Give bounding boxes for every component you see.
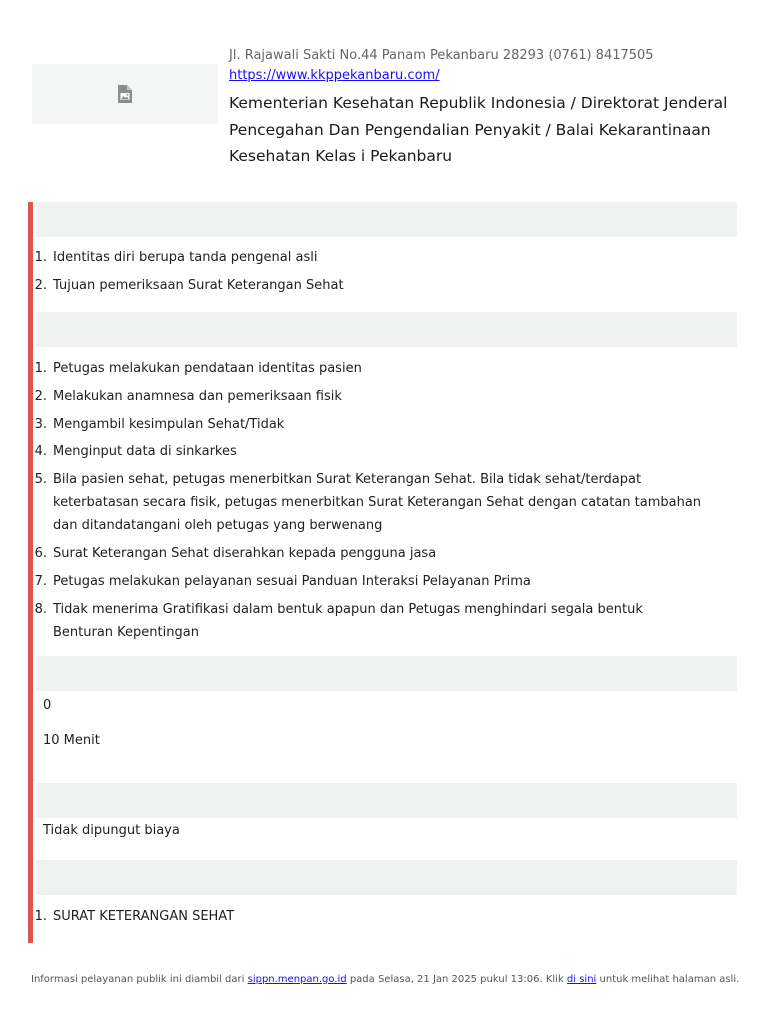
- list-item-number: 2.: [34, 277, 47, 293]
- list-item: [34, 468, 703, 537]
- list-item-number: 4.: [34, 444, 47, 460]
- list-item-text: Identitas diri berupa tanda pengenal asli: [53, 250, 318, 265]
- list-item: [34, 413, 703, 436]
- list-item: [34, 598, 703, 644]
- list-item-text: Menginput data di sinkarkes: [53, 444, 237, 460]
- time-value-duration: 10 Menit: [43, 733, 100, 748]
- page-header: [0, 0, 768, 190]
- list-item-text: Tidak menerima Gratifikasi dalam bentuk apapun dan Petugas menghindari segala bentuk Benturan Kepentingan: [53, 601, 643, 640]
- address: Jl. Rajawali Sakti No.44 Panam Pekanbaru 28293 (0761) 8417505: [229, 48, 654, 63]
- list-item: [34, 440, 703, 463]
- list-item-text: Melakukan anamnesa dan pemeriksaan fisik: [53, 388, 342, 404]
- section-header-procedure: [36, 312, 737, 347]
- list-item-text: SURAT KETERANGAN SEHAT: [53, 909, 235, 924]
- footer-note: [31, 972, 741, 988]
- footer-prefix: Informasi pelayanan publik ini diambil dari: [31, 974, 245, 985]
- list-item-text: Bila pasien sehat, petugas menerbitkan Surat Keterangan Sehat. Bila tidak sehat/terdapat keterbatasan secara fisik, petugas menerbitkan Surat Keterangan Sehat dengan catatan tambahan dan ditandatangani oleh petugas yang berwenang: [53, 472, 702, 534]
- list-item-text: Mengambil kesimpulan Sehat/Tidak: [53, 416, 285, 432]
- list-item-number: 1.: [34, 361, 47, 376]
- section-header-product: [36, 860, 737, 895]
- list-item: [34, 385, 703, 408]
- requirements-list: [34, 246, 703, 301]
- list-item: [34, 905, 703, 928]
- header-text: [229, 47, 729, 170]
- section-header-requirements: [36, 202, 737, 237]
- list-item-number: 6.: [34, 545, 47, 561]
- website-link[interactable]: https://www.kkppekanbaru.com/: [229, 68, 440, 83]
- list-item-number: 7.: [34, 573, 47, 589]
- list-item: [34, 542, 703, 565]
- procedure-list: [34, 357, 703, 648]
- product-list: [34, 905, 703, 928]
- original-page-link[interactable]: di sini: [566, 974, 597, 985]
- list-item-number: 5.: [34, 472, 47, 488]
- source-link[interactable]: sippn.menpan.go.id: [247, 974, 347, 985]
- list-item: [34, 274, 703, 297]
- footer-middle: pada Selasa, 21 Jan 2025 pukul 13:06. Klik: [349, 974, 564, 985]
- list-item: [34, 570, 703, 593]
- list-item-number: 1.: [34, 250, 47, 265]
- list-item-text: Tujuan pemeriksaan Surat Keterangan Sehat: [53, 277, 344, 293]
- list-item-number: 3.: [34, 416, 47, 432]
- list-item-number: 1.: [34, 909, 47, 924]
- footer-suffix: untuk melihat halaman asli.: [599, 974, 740, 985]
- logo-placeholder: [32, 64, 218, 124]
- list-item-text: Surat Keterangan Sehat diserahkan kepada pengguna jasa: [53, 545, 437, 561]
- broken-image-icon: [117, 84, 133, 104]
- cost-text: Tidak dipungut biaya: [43, 823, 180, 838]
- list-item-number: 2.: [34, 388, 47, 404]
- list-item-text: Petugas melakukan pendataan identitas pasien: [53, 361, 362, 376]
- section-header-time: [36, 656, 737, 691]
- list-item-number: 8.: [34, 601, 47, 617]
- time-value-primary: 0: [43, 698, 52, 713]
- list-item: [34, 357, 703, 380]
- list-item: [34, 246, 703, 269]
- section-header-cost: [36, 783, 737, 818]
- list-item-text: Petugas melakukan pelayanan sesuai Panduan Interaksi Pelayanan Prima: [53, 573, 531, 589]
- organization-name: Kementerian Kesehatan Republik Indonesia / Direktorat Jenderal Pencegahan Dan Pengendalian Penyakit / Balai Kekarantinaan Kesehatan Kelas i Pekanbaru: [229, 94, 728, 165]
